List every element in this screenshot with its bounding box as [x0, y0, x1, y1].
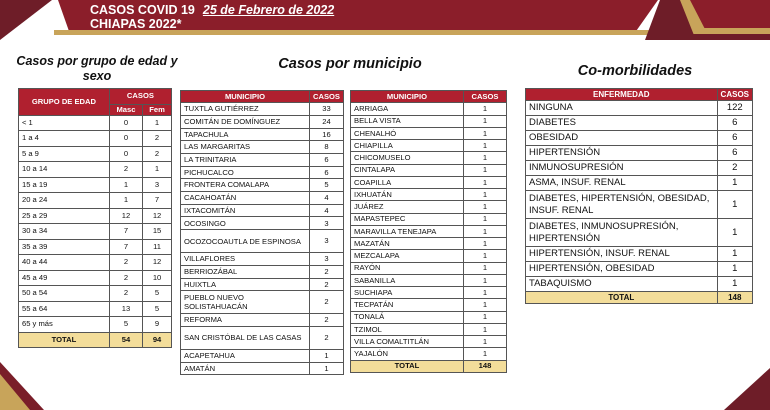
table-row — [351, 299, 507, 311]
female-count-cell: 5 — [143, 301, 172, 317]
case-count-cell: 1 — [463, 225, 506, 237]
age-group-cell: 50 a 54 — [19, 286, 110, 302]
case-count-cell: 4 — [309, 204, 343, 217]
municipality-name-cell: FRONTERA COMALAPA — [181, 179, 310, 192]
municipality-name-cell: CHENALHÓ — [351, 127, 464, 139]
case-count-cell: 1 — [463, 336, 506, 348]
case-count-cell: 1 — [463, 103, 506, 115]
case-count-cell: 1 — [717, 262, 752, 277]
municipality-name-cell: TECPATÁN — [351, 299, 464, 311]
municipality-name-cell: LA TRINITARIA — [181, 154, 310, 167]
municipality-name-cell: OCOZOCOAUTLA DE ESPINOSA — [181, 230, 310, 253]
municipality-name-cell: RAYÓN — [351, 262, 464, 274]
age-group-cell: < 1 — [19, 115, 110, 131]
disease-name-cell: DIABETES — [526, 116, 718, 131]
male-count-cell: 1 — [109, 177, 142, 193]
municipality-name-cell: COAPILLA — [351, 176, 464, 188]
table-row — [181, 265, 344, 278]
table-row — [181, 253, 344, 266]
female-count-cell: 9 — [143, 317, 172, 333]
age-section-title: Casos por grupo de edad y sexo — [16, 54, 178, 83]
case-count-cell: 2 — [309, 265, 343, 278]
female-count-cell: 12 — [143, 255, 172, 271]
municipality-name-cell: TAPACHULA — [181, 128, 310, 141]
municipality-name-cell: MEZCALAPA — [351, 250, 464, 262]
corner-decoration-bottom-right — [724, 368, 770, 410]
age-group-cell: 25 a 29 — [19, 208, 110, 224]
table-row — [19, 208, 172, 224]
col-header-female: Fem — [143, 104, 172, 115]
case-count-cell: 2 — [717, 161, 752, 176]
municipality-name-cell: CACAHOATÁN — [181, 192, 310, 205]
case-count-cell: 1 — [309, 349, 343, 362]
table-row — [351, 250, 507, 262]
municipality-name-cell: HUIXTLA — [181, 278, 310, 291]
col-header-municipality: MUNICIPIO — [181, 91, 310, 103]
age-group-cell: 55 a 64 — [19, 301, 110, 317]
total-cases: 148 — [463, 360, 506, 372]
municipality-name-cell: REFORMA — [181, 314, 310, 327]
age-group-cell: 30 a 34 — [19, 224, 110, 240]
col-header-age-group: GRUPO DE EDAD — [19, 89, 110, 116]
table-row — [181, 230, 344, 253]
age-group-cell: 1 a 4 — [19, 131, 110, 147]
case-count-cell: 2 — [309, 291, 343, 314]
disease-name-cell: DIABETES, INMUNOSUPRESIÓN, HIPERTENSIÓN — [526, 219, 718, 247]
table-row — [526, 262, 753, 277]
municipality-name-cell: CHIAPILLA — [351, 140, 464, 152]
table-row — [181, 141, 344, 154]
case-count-cell: 1 — [463, 262, 506, 274]
male-count-cell: 7 — [109, 224, 142, 240]
total-female: 94 — [143, 332, 172, 348]
female-count-cell: 5 — [143, 286, 172, 302]
municipality-name-cell: TZIMOL — [351, 323, 464, 335]
municipality-name-cell: PICHUCALCO — [181, 166, 310, 179]
table-row — [526, 247, 753, 262]
municipality-name-cell: ACAPETAHUA — [181, 349, 310, 362]
table-row — [351, 238, 507, 250]
case-count-cell: 33 — [309, 103, 343, 116]
case-count-cell: 24 — [309, 115, 343, 128]
municipality-name-cell: IXTACOMITÁN — [181, 204, 310, 217]
col-header-municipality: MUNICIPIO — [351, 91, 464, 103]
table-row — [351, 115, 507, 127]
table-row — [19, 224, 172, 240]
disease-name-cell: OBESIDAD — [526, 131, 718, 146]
table-row — [526, 191, 753, 219]
case-count-cell: 3 — [309, 230, 343, 253]
case-count-cell: 3 — [309, 253, 343, 266]
age-group-cell: 15 a 19 — [19, 177, 110, 193]
disease-name-cell: HIPERTENSIÓN, OBESIDAD — [526, 262, 718, 277]
table-row — [181, 166, 344, 179]
female-count-cell: 10 — [143, 270, 172, 286]
col-header-disease: ENFERMEDAD — [526, 89, 718, 101]
table-row — [181, 154, 344, 167]
age-group-table — [18, 88, 172, 348]
col-header-cases: CASOS — [109, 89, 171, 105]
case-count-cell: 1 — [717, 277, 752, 292]
table-row — [351, 201, 507, 213]
case-count-cell: 1 — [463, 140, 506, 152]
table-row — [351, 311, 507, 323]
corner-decoration-top-right — [650, 0, 770, 40]
case-count-cell: 1 — [717, 219, 752, 247]
municipality-name-cell: COMITÁN DE DOMÍNGUEZ — [181, 115, 310, 128]
case-count-cell: 122 — [717, 101, 752, 116]
case-count-cell: 6 — [717, 146, 752, 161]
disease-name-cell: NINGUNA — [526, 101, 718, 116]
municipality-name-cell: VILLA COMALTITLÁN — [351, 336, 464, 348]
total-label: TOTAL — [526, 292, 718, 304]
total-row — [19, 332, 172, 348]
municipality-table-left — [180, 90, 344, 375]
total-label: TOTAL — [19, 332, 110, 348]
total-label: TOTAL — [351, 360, 464, 372]
case-count-cell: 1 — [463, 348, 506, 360]
male-count-cell: 2 — [109, 255, 142, 271]
municipality-name-cell: YAJALÓN — [351, 348, 464, 360]
table-row — [351, 103, 507, 115]
header-subtitle: CHIAPAS 2022* — [90, 17, 182, 31]
case-count-cell: 5 — [309, 179, 343, 192]
case-count-cell: 1 — [717, 191, 752, 219]
table-row — [181, 192, 344, 205]
disease-name-cell: HIPERTENSIÓN, INSUF. RENAL — [526, 247, 718, 262]
table-row — [526, 101, 753, 116]
municipality-name-cell: TONALÁ — [351, 311, 464, 323]
total-cases: 148 — [717, 292, 752, 304]
table-row — [351, 176, 507, 188]
col-header-cases: CASOS — [717, 89, 752, 101]
female-count-cell: 1 — [143, 115, 172, 131]
table-row — [526, 131, 753, 146]
table-row — [181, 179, 344, 192]
table-row — [351, 336, 507, 348]
table-row — [19, 146, 172, 162]
table-row — [19, 115, 172, 131]
age-group-cell: 40 a 44 — [19, 255, 110, 271]
table-row — [19, 255, 172, 271]
case-count-cell: 2 — [309, 314, 343, 327]
case-count-cell: 1 — [463, 323, 506, 335]
female-count-cell: 1 — [143, 162, 172, 178]
municipality-name-cell: PUEBLO NUEVO SOLISTAHUACÁN — [181, 291, 310, 314]
total-row — [526, 292, 753, 304]
case-count-cell: 1 — [463, 115, 506, 127]
table-row — [19, 162, 172, 178]
table-row — [351, 262, 507, 274]
female-count-cell: 2 — [143, 146, 172, 162]
female-count-cell: 2 — [143, 131, 172, 147]
case-count-cell: 1 — [309, 362, 343, 375]
case-count-cell: 1 — [463, 287, 506, 299]
age-group-cell: 20 a 24 — [19, 193, 110, 209]
case-count-cell: 6 — [717, 116, 752, 131]
case-count-cell: 1 — [463, 189, 506, 201]
municipality-name-cell: CINTALAPA — [351, 164, 464, 176]
municipality-table-right — [350, 90, 507, 373]
table-row — [19, 239, 172, 255]
table-row — [526, 277, 753, 292]
table-row — [181, 291, 344, 314]
total-row — [351, 360, 507, 372]
case-count-cell: 8 — [309, 141, 343, 154]
male-count-cell: 5 — [109, 317, 142, 333]
table-row — [351, 274, 507, 286]
col-header-cases: CASOS — [463, 91, 506, 103]
table-row — [181, 349, 344, 362]
col-header-male: Masc — [109, 104, 142, 115]
case-count-cell: 1 — [463, 299, 506, 311]
municipality-name-cell: MARAVILLA TENEJAPA — [351, 225, 464, 237]
municipality-name-cell: AMATÁN — [181, 362, 310, 375]
case-count-cell: 1 — [463, 311, 506, 323]
age-group-cell: 45 a 49 — [19, 270, 110, 286]
male-count-cell: 1 — [109, 193, 142, 209]
case-count-cell: 1 — [463, 238, 506, 250]
table-row — [526, 146, 753, 161]
male-count-cell: 7 — [109, 239, 142, 255]
case-count-cell: 6 — [309, 166, 343, 179]
case-count-cell: 1 — [717, 247, 752, 262]
table-row — [19, 286, 172, 302]
municipality-name-cell: BERRIOZÁBAL — [181, 265, 310, 278]
municipality-name-cell: BELLA VISTA — [351, 115, 464, 127]
table-row — [526, 176, 753, 191]
male-count-cell: 13 — [109, 301, 142, 317]
municipality-name-cell: LAS MARGARITAS — [181, 141, 310, 154]
table-row — [351, 127, 507, 139]
case-count-cell: 1 — [463, 152, 506, 164]
case-count-cell: 3 — [309, 217, 343, 230]
male-count-cell: 0 — [109, 146, 142, 162]
table-row — [351, 213, 507, 225]
case-count-cell: 6 — [309, 154, 343, 167]
municipality-name-cell: MAZATÁN — [351, 238, 464, 250]
case-count-cell: 1 — [463, 250, 506, 262]
case-count-cell: 2 — [309, 326, 343, 349]
case-count-cell: 6 — [717, 131, 752, 146]
case-count-cell: 1 — [463, 164, 506, 176]
table-row — [181, 115, 344, 128]
table-row — [181, 278, 344, 291]
corner-decoration-top-left — [0, 0, 52, 40]
male-count-cell: 2 — [109, 162, 142, 178]
comorbidity-section-title: Co-morbilidades — [577, 63, 693, 79]
table-row — [19, 301, 172, 317]
table-row — [351, 164, 507, 176]
municipality-name-cell: SABANILLA — [351, 274, 464, 286]
table-row — [19, 177, 172, 193]
disease-name-cell: HIPERTENSIÓN — [526, 146, 718, 161]
table-row — [351, 323, 507, 335]
table-row — [181, 362, 344, 375]
table-row — [351, 140, 507, 152]
municipality-section-title: Casos por municipio — [278, 56, 422, 72]
table-row — [351, 225, 507, 237]
table-row — [351, 348, 507, 360]
municipality-name-cell: CHICOMUSELO — [351, 152, 464, 164]
case-count-cell: 1 — [463, 274, 506, 286]
case-count-cell: 1 — [463, 201, 506, 213]
female-count-cell: 7 — [143, 193, 172, 209]
case-count-cell: 16 — [309, 128, 343, 141]
case-count-cell: 1 — [717, 176, 752, 191]
table-row — [19, 131, 172, 147]
age-group-cell: 65 y más — [19, 317, 110, 333]
case-count-cell: 1 — [463, 176, 506, 188]
municipality-name-cell: JUÁREZ — [351, 201, 464, 213]
table-row — [351, 287, 507, 299]
age-group-cell: 10 a 14 — [19, 162, 110, 178]
female-count-cell: 15 — [143, 224, 172, 240]
table-row — [181, 326, 344, 349]
disease-name-cell: DIABETES, HIPERTENSIÓN, OBESIDAD, INSUF. RENAL — [526, 191, 718, 219]
table-row — [351, 152, 507, 164]
col-header-cases: CASOS — [309, 91, 343, 103]
comorbidity-table — [525, 88, 753, 304]
male-count-cell: 2 — [109, 286, 142, 302]
male-count-cell: 0 — [109, 115, 142, 131]
municipality-name-cell: ARRIAGA — [351, 103, 464, 115]
table-row — [526, 219, 753, 247]
table-row — [181, 314, 344, 327]
female-count-cell: 3 — [143, 177, 172, 193]
case-count-cell: 1 — [463, 213, 506, 225]
table-row — [526, 161, 753, 176]
table-row — [526, 116, 753, 131]
municipality-name-cell: IXHUATÁN — [351, 189, 464, 201]
disease-name-cell: TABAQUISMO — [526, 277, 718, 292]
table-row — [181, 204, 344, 217]
table-row — [351, 189, 507, 201]
municipality-name-cell: SUCHIAPA — [351, 287, 464, 299]
male-count-cell: 2 — [109, 270, 142, 286]
table-row — [181, 217, 344, 230]
male-count-cell: 0 — [109, 131, 142, 147]
female-count-cell: 11 — [143, 239, 172, 255]
age-group-cell: 5 a 9 — [19, 146, 110, 162]
case-count-cell: 2 — [309, 278, 343, 291]
female-count-cell: 12 — [143, 208, 172, 224]
table-row — [19, 270, 172, 286]
municipality-name-cell: SAN CRISTÓBAL DE LAS CASAS — [181, 326, 310, 349]
case-count-cell: 1 — [463, 127, 506, 139]
municipality-name-cell: OCOSINGO — [181, 217, 310, 230]
table-row — [181, 128, 344, 141]
header-title: CASOS COVID 19 25 de Febrero de 2022 — [90, 3, 335, 17]
table-row — [19, 317, 172, 333]
case-count-cell: 4 — [309, 192, 343, 205]
header-date: 25 de Febrero de 2022 — [202, 3, 335, 17]
disease-name-cell: INMUNOSUPRESIÓN — [526, 161, 718, 176]
municipality-name-cell: TUXTLA GUTIÉRREZ — [181, 103, 310, 116]
table-row — [181, 103, 344, 116]
municipality-name-cell: VILLAFLORES — [181, 253, 310, 266]
age-group-cell: 35 a 39 — [19, 239, 110, 255]
male-count-cell: 12 — [109, 208, 142, 224]
total-male: 54 — [109, 332, 142, 348]
municipality-name-cell: MAPASTEPEC — [351, 213, 464, 225]
table-row — [19, 193, 172, 209]
disease-name-cell: ASMA, INSUF. RENAL — [526, 176, 718, 191]
